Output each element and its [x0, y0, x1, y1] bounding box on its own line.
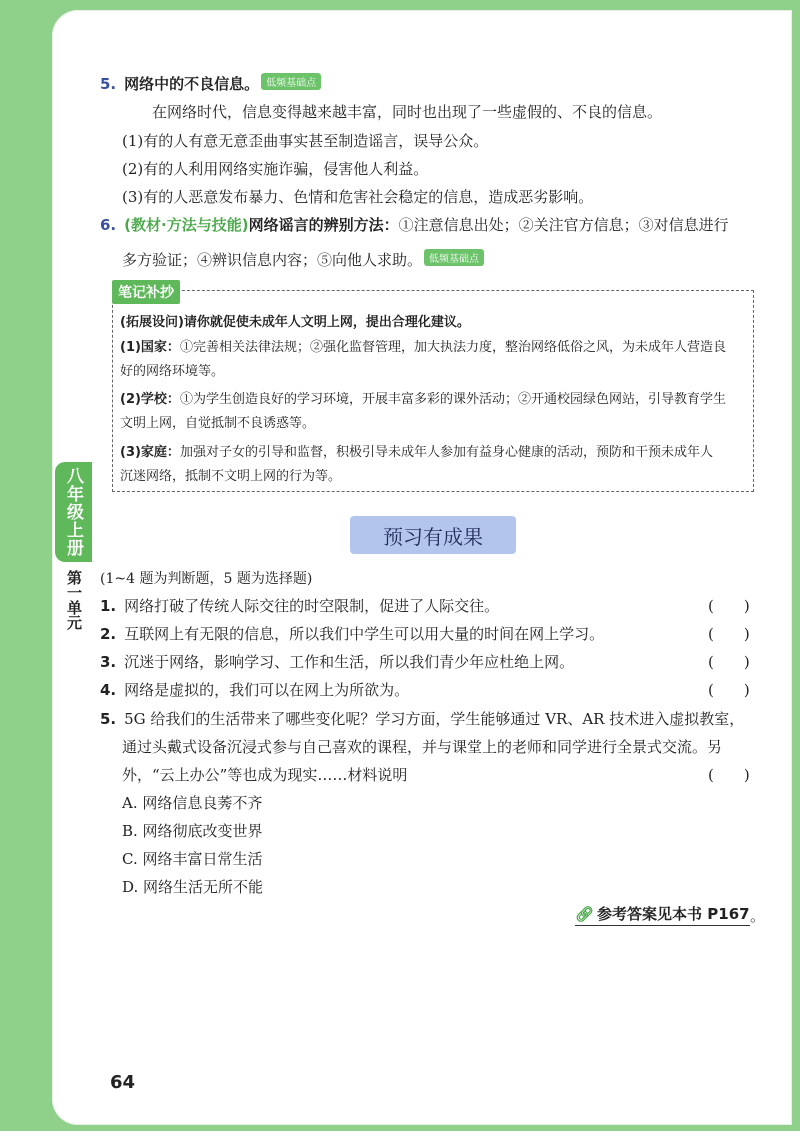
item6-line2-text: 多方验证；④辨识信息内容；⑤向他人求助。	[122, 251, 423, 269]
question-3-answer-slot[interactable]: ( )	[708, 653, 750, 671]
notes-line-4-text: 文明上网，自觉抵制不良诱惑等。	[120, 416, 316, 431]
link-icon: 🔗︎	[575, 905, 595, 923]
question-1	[100, 595, 499, 616]
question-4-text: 网络是虚拟的，我们可以在网上为所欲为。	[124, 681, 410, 699]
question-4-answer-slot[interactable]: ( )	[708, 681, 750, 699]
unit-label: 第一单元	[65, 570, 83, 630]
notes-line-5-label: (3)家庭：	[120, 445, 180, 460]
item5-intro: 在网络时代，信息变得越来越丰富，同时也出现了一些虚假的、不良的信息。	[152, 103, 663, 121]
answer-reference-text: 参考答案见本书 P167	[597, 905, 750, 923]
notes-line-2-text: 好的网络环境等。	[120, 364, 225, 379]
section-title: 预习有成果	[350, 516, 516, 554]
item5-title: 网络中的不良信息。	[124, 75, 260, 93]
item6-badge: 低频基础点	[424, 249, 484, 266]
notes-line-1-text: ①完善相关法律法规；②强化监督管理，加大执法力度，整治网络低俗之风，为未成年人营造良	[179, 340, 726, 355]
notes-line-5	[120, 441, 713, 460]
notes-line-5-text: 加强对子女的引导和监督，积极引导未成年人参加有益身心健康的活动，预防和干预未成年人	[179, 445, 713, 460]
question-3	[100, 651, 574, 672]
item5-heading	[100, 73, 321, 94]
notes-line-3-text: ①为学生创造良好的学习环境，开展丰富多彩的课外活动；②开通校园绿色网站，引导教育学生	[179, 392, 726, 407]
question-5-line-1	[100, 708, 744, 729]
question-3-number: 3.	[100, 653, 117, 671]
question-2	[100, 623, 604, 644]
item6-tag: (教材·方法与技能)	[124, 216, 249, 234]
notes-line-6	[120, 465, 341, 484]
question-5-line-3: 外，“云上办公”等也成为现实……材料说明	[122, 766, 408, 784]
grade-side-tab	[55, 462, 92, 562]
option-b[interactable]: B. 网络彻底改变世界	[122, 822, 263, 840]
page-number: 64	[110, 1072, 136, 1093]
item5-badge: 低频基础点	[261, 73, 321, 90]
question-1-answer-slot[interactable]: ( )	[708, 597, 750, 615]
notes-line-3	[120, 388, 726, 407]
question-1-number: 1.	[100, 597, 117, 615]
notes-line-1	[120, 336, 726, 355]
notes-question	[120, 311, 470, 330]
notes-line-6-text: 沉迷网络，抵制不文明上网的行为等。	[120, 469, 342, 484]
exercise-note: (1~4 题为判断题，5 题为选择题)	[100, 571, 313, 587]
question-4-number: 4.	[100, 681, 117, 699]
grade-label: 八年级上册	[63, 467, 83, 557]
item5-number: 5.	[100, 75, 117, 93]
notes-title: 笔记补抄	[112, 280, 180, 304]
answer-reference-mark: 。	[750, 907, 766, 925]
option-c[interactable]: C. 网络丰富日常生活	[122, 850, 263, 868]
item5-point-3: (3)有的人恶意发布暴力、色情和危害社会稳定的信息，造成恶劣影响。	[122, 188, 594, 206]
item6-line-2	[122, 249, 484, 270]
question-5-answer-slot[interactable]: ( )	[708, 766, 750, 784]
item5-point-2: (2)有的人利用网络实施诈骗，侵害他人利益。	[122, 160, 429, 178]
notes-line-4	[120, 412, 315, 431]
notes-question-text: (拓展设问)请你就促使未成年人文明上网，提出合理化建议。	[120, 315, 470, 330]
question-2-answer-slot[interactable]: ( )	[708, 625, 750, 643]
option-d[interactable]: D. 网络生活无所不能	[122, 878, 264, 896]
question-5-number: 5.	[100, 710, 117, 728]
question-4	[100, 679, 409, 700]
notes-line-1-label: (1)国家：	[120, 340, 180, 355]
question-5-text-1: 5G 给我们的生活带来了哪些变化呢？学习方面，学生能够通过 VR、AR 技术进入虚拟教室，	[124, 710, 745, 728]
question-3-text: 沉迷于网络，影响学习、工作和生活，所以我们青少年应杜绝上网。	[124, 653, 575, 671]
item6-line-1	[100, 214, 729, 235]
item6-line1-text: ①注意信息出处；②关注官方信息；③对信息进行	[398, 216, 729, 234]
item6-number: 6.	[100, 216, 117, 234]
item6-title: 网络谣言的辨别方法：	[248, 216, 399, 234]
notes-line-3-label: (2)学校：	[120, 392, 180, 407]
notes-line-2	[120, 360, 224, 379]
question-2-text: 互联网上有无限的信息，所以我们中学生可以用大量的时间在网上学习。	[124, 625, 605, 643]
question-1-text: 网络打破了传统人际交往的时空限制，促进了人际交往。	[124, 597, 500, 615]
answer-reference[interactable]	[575, 903, 750, 926]
option-a[interactable]: A. 网络信息良莠不齐	[122, 794, 263, 812]
question-5-line-2: 通过头戴式设备沉浸式参与自己喜欢的课程，并与课堂上的老师和同学进行全景式交流。另	[122, 738, 723, 756]
item5-point-1: (1)有的人有意无意歪曲事实甚至制造谣言，误导公众。	[122, 132, 489, 150]
question-2-number: 2.	[100, 625, 117, 643]
